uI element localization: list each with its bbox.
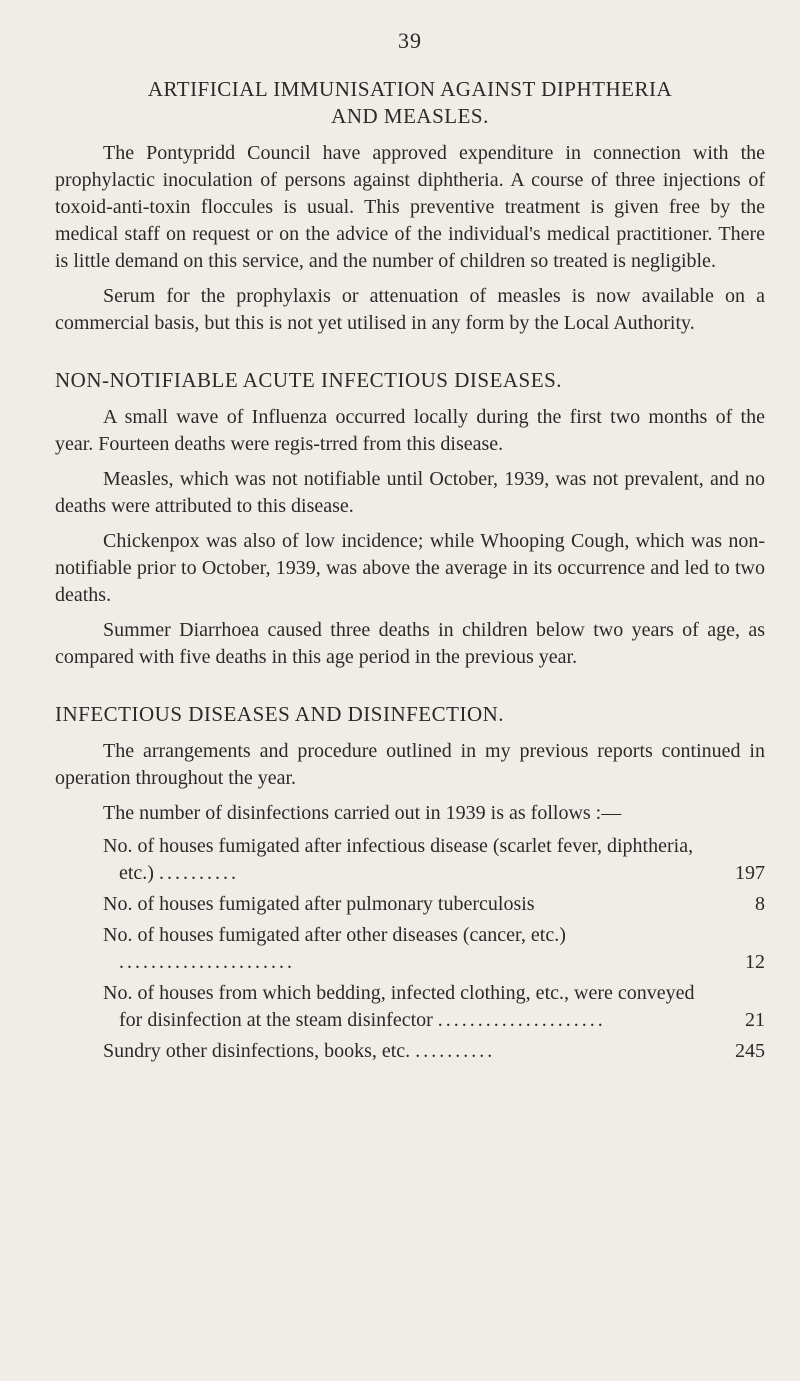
paragraph-measles: Measles, which was not notifiable until October, 1939, was not prevalent, and no deaths were attributed to this disease. (55, 468, 765, 517)
list-item-label: No. of houses fumigated after other diseases (cancer, etc.) (103, 924, 566, 946)
paragraph-immunisation-measles: Serum for the prophylaxis or attenuation of measles is now available on a commercial basis, but this is not yet utilised in any form by the Local Authority. (55, 285, 765, 334)
disinfection-list (55, 833, 765, 1065)
list-item-value: 12 (745, 951, 765, 973)
list-item: No. of houses fumigated after other diseases (cancer, etc.) ...................... 12 (103, 922, 765, 976)
paragraph-arrangements: The arrangements and procedure outlined in my previous reports continued in operation throughout the year. (55, 740, 765, 789)
list-item-label: No. of houses fumigated after pulmonary tuberculosis (103, 893, 535, 915)
paragraph-disinfections-intro: The number of disinfections carried out in 1939 is as follows :— (103, 802, 622, 824)
list-item-value: 8 (755, 893, 765, 915)
page-number: 39 (398, 28, 422, 53)
section-title-immunisation-line1: ARTIFICIAL IMMUNISATION AGAINST DIPHTHERIA (147, 77, 673, 101)
paragraph-immunisation-diphtheria: The Pontypridd Council have approved expenditure in connection with the prophylactic inoculation of persons against diphtheria. A course of three injections of toxoid-anti-toxin floccules is usual. This preventive treatment is given free by the medical staff on request or on the advice of the individual's medical practitioner. There is little demand on this service, and the number of children so treated is negligible. (55, 142, 765, 272)
list-item: Sundry other disinfections, books, etc. .......... 245 (103, 1038, 765, 1065)
section-title-disinfection: INFECTIOUS DISEASES AND DISINFECTION. (55, 702, 505, 726)
paragraph-influenza: A small wave of Influenza occurred locally during the first two months of the year. Fourteen deaths were regis-trred from this disease. (55, 406, 765, 455)
list-item: No. of houses fumigated after infectious disease (scarlet fever, diphtheria, etc.) .......... 197 (103, 833, 765, 887)
list-item-label: No. of houses fumigated after infectious disease (scarlet fever, diphtheria, etc.) (103, 835, 694, 884)
document-page (55, 28, 765, 1069)
list-item-value: 197 (735, 862, 765, 884)
section-title-immunisation-line2: AND MEASLES. (331, 104, 489, 128)
paragraph-summer-diarrhoea: Summer Diarrhoea caused three deaths in children below two years of age, as compared with five deaths in this age period in the previous year. (55, 619, 765, 668)
list-item-label: Sundry other disinfections, books, etc. (103, 1040, 411, 1062)
paragraph-chickenpox-whooping-cough: Chickenpox was also of low incidence; while Whooping Cough, which was non-notifiable prior to October, 1939, was above the average in its occurrence and led to two deaths. (55, 530, 765, 606)
list-item-value: 21 (745, 1009, 765, 1031)
section-title-non-notifiable: NON-NOTIFIABLE ACUTE INFECTIOUS DISEASES. (55, 368, 562, 392)
list-item-value: 245 (735, 1040, 765, 1062)
list-item: No. of houses from which bedding, infected clothing, etc., were conveyed for disinfection at the steam disinfector ..................... 21 (103, 980, 765, 1034)
list-item (103, 891, 765, 918)
list-item-label: No. of houses from which bedding, infected clothing, etc., were conveyed for disinfection at the steam disinfector (103, 982, 695, 1031)
